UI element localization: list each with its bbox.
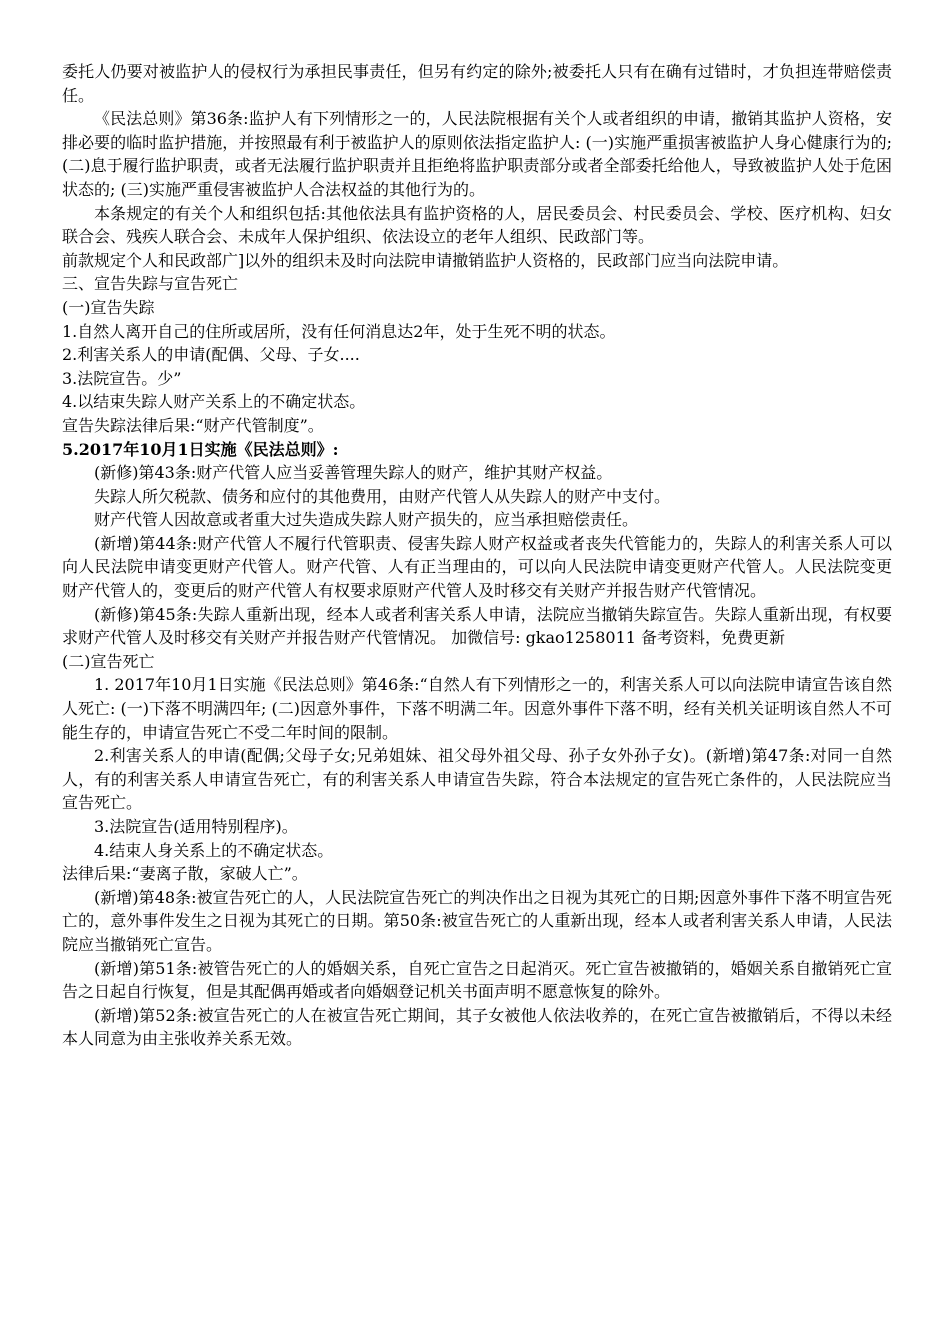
bold-heading: 5.2017年10月1日实施《民法总则》: (62, 439, 339, 459)
paragraph: 委托人仍要对被监护人的侵权行为承担民事责任，但另有约定的除外;被委托人只有在确有过错时，才负担连带赔偿责任。 (62, 62, 892, 105)
paragraph: 4.结束人身关系上的不确定状态。 (94, 840, 334, 860)
paragraph: 《民法总则》第36条:监护人有下列情形之一的，人民法院根据有关个人或者组织的申请，撤销其监护人资格，安排必要的临时监护措施，并按照最有利于被监护人的原则依法指定监护人: (一)实施严重损害被监护人身心健康行为的; (二)息于履行监护职责，或者无法履行监护职责并且拒绝将监护职责部分或者全部委托给他人，导致被监护人处于危困状态的; (三)实施严重侵害被监护人合法权益的其他行为的。 (62, 109, 892, 199)
document-body (62, 60, 892, 1051)
paragraph: 2.利害关系人的申请(配偶;父母子女;兄弟姐妹、祖父母外祖父母、孙子女外孙子女)。(新增)第47条:对同一自然人，有的利害关系人申请宣告死亡，有的利害关系人申请宣告失踪，符合本法规定的宣告死亡条件的，人民法院应当宣告死亡。 (62, 746, 892, 813)
paragraph: 失踪人所欠税款、债务和应付的其他费用，由财产代管人从失踪人的财产中支付。 (94, 486, 671, 506)
list-item: 4.以结束失踪人财产关系上的不确定状态。 (62, 392, 366, 412)
subsection-heading: (一)宣告失踪 (62, 297, 155, 317)
paragraph: 前款规定个人和民政部广]以外的组织未及时向法院申请撤销监护人资格的，民政部门应当向法院申请。 (62, 250, 789, 270)
list-item: 1.自然人离开自己的住所或居所，没有任何消息达2年，处于生死不明的状态。 (62, 321, 616, 341)
list-item: 3.法院宣告。少” (62, 368, 182, 388)
section-heading: 三、宣告失踪与宣告死亡 (62, 274, 239, 294)
paragraph: (新增)第52条:被宣告死亡的人在被宣告死亡期间，其子女被他人依法收养的，在死亡宣告被撤销后，不得以未经本人同意为由主张收养关系无效。 (62, 1005, 892, 1049)
paragraph: (新修)第43条:财产代管人应当妥善管理失踪人的财产，维护其财产权益。 (94, 463, 613, 483)
paragraph: (新增)第44条:财产代管人不履行代管职责、侵害失踪人财产权益或者丧失代管能力的，失踪人的利害关系人可以向人民法院申请变更财产代管人。财产代管、人有正当理由的，可以向人民法院申请变更财产代管人。人民法院变更财产代管人的，变更后的财产代管人有权要求原财产代管人及时移交有关财产并报告财产代管情况。 (62, 533, 892, 601)
paragraph: 宣告失踪法律后果:“财产代管制度”。 (62, 415, 324, 435)
list-item: 2.利害关系人的申请(配偶、父母、子女.... (62, 345, 360, 365)
paragraph: 1. 2017年10月1日实施《民法总则》第46条:“自然人有下列情形之一的，利害关系人可以向法院申请宣告该自然人死亡: (一)下落不明满四年; (二)因意外事件，下落不明满二年。因意外事件下落不明，经有关机关证明该自然人不可能生存的，申请宣告死亡不受二年时间的限制。 (62, 675, 892, 742)
paragraph: (新增)第51条:被管告死亡的人的婚姻关系，自死亡宣告之日起消灭。死亡宣告被撤销的，婚姻关系自撤销死亡宣告之日起自行恢复，但是其配偶再婚或者向婚姻登记机关书面声明不愿意恢复的除外。 (62, 958, 892, 1002)
paragraph: (新修)第45条:失踪人重新出现，经本人或者利害关系人申请，法院应当撤销失踪宣告。失踪人重新出现，有权要求财产代管人及时移交有关财产并报告财产代管情况。 加微信号: gkao1258011 备考资料，免费更新 (62, 604, 892, 648)
paragraph: 财产代管人因故意或者重大过失造成失踪人财产损失的，应当承担赔偿责任。 (94, 510, 639, 530)
paragraph: 本条规定的有关个人和组织包括:其他依法具有监护资格的人，居民委员会、村民委员会、学校、医疗机构、妇女联合会、残疾人联合会、未成年人保护组织、依法设立的老年人组织、民政部门等。 (62, 203, 892, 247)
paragraph: 法律后果:“妻离子散，家破人亡”。 (62, 864, 308, 884)
subsection-heading: (二)宣告死亡 (62, 651, 155, 671)
paragraph: 3.法院宣告(适用特别程序)。 (94, 817, 298, 836)
paragraph: (新增)第48条:被宣告死亡的人，人民法院宣告死亡的判决作出之日视为其死亡的日期;因意外事件下落不明宣告死亡的，意外事件发生之日视为其死亡的日期。第50条:被宣告死亡的人重新出现，经本人或者利害关系人申请，人民法院应当撤销死亡宣告。 (62, 887, 892, 954)
